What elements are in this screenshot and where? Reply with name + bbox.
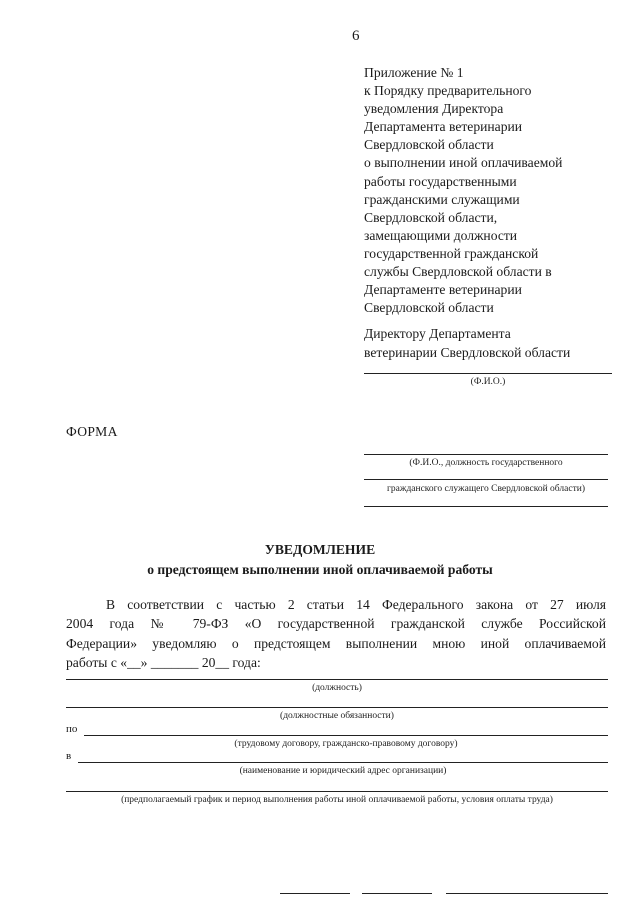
paragraph-line: 2004 года № 79-ФЗ «О государственной гражданской службе Российской [66, 616, 606, 632]
appendix-line: гражданскими служащими [364, 191, 520, 207]
sender-extra-line[interactable] [364, 506, 608, 507]
signature-line[interactable] [362, 893, 432, 894]
fio-director-line[interactable] [364, 373, 612, 374]
duties-caption: (должностные обязанности) [280, 711, 394, 721]
appendix-line: Департамента ветеринарии [364, 119, 523, 135]
appendix-line: Департаменте ветеринарии [364, 282, 522, 298]
sender-fio-line[interactable] [364, 454, 608, 455]
v-label: в [66, 750, 72, 762]
contract-caption: (трудовому договору, гражданско-правовому договору) [234, 739, 458, 749]
appendix-line: Свердловской области, [364, 209, 498, 225]
signature-name-line[interactable] [446, 893, 608, 894]
appendix-line: работы государственными [364, 173, 517, 189]
position-field[interactable] [66, 679, 608, 680]
date-line[interactable] [280, 893, 350, 894]
appendix-line: уведомления Директора [364, 101, 504, 117]
appendix-line: о выполнении иной оплачиваемой [364, 155, 563, 171]
paragraph-line: Федерации» уведомляю о предстоящем выполнении мною иной оплачиваемой [66, 635, 606, 651]
addressee-line: ветеринарии Свердловской области [364, 344, 571, 360]
contract-field[interactable] [84, 735, 608, 736]
paragraph-line: работы с «__» _______ 20__ года: [66, 655, 261, 671]
schedule-field[interactable] [66, 791, 608, 792]
appendix-line: Приложение № 1 [364, 65, 464, 80]
page-number: 6 [352, 28, 360, 44]
form-label: ФОРМА [66, 424, 118, 439]
appendix-line: Свердловской области [364, 300, 494, 316]
paragraph-line: В соответствии с частью 2 статьи 14 Федерального закона от 27 июля [106, 597, 606, 612]
fio-position-caption: (Ф.И.О., должность государственного [409, 458, 563, 468]
duties-field[interactable] [66, 707, 608, 708]
sender-position-line[interactable] [364, 479, 608, 480]
position-caption: (должность) [312, 683, 362, 693]
po-label: по [66, 723, 78, 735]
notification-paragraph [66, 595, 606, 673]
appendix-line: замещающими должности [364, 227, 518, 243]
civil-servant-caption: гражданского служащего Свердловской области) [387, 484, 585, 494]
schedule-caption: (предполагаемый график и период выполнения работы иной оплачиваемой работы, условия оплаты труда) [121, 795, 553, 805]
appendix-line: службы Свердловской области в [364, 264, 552, 280]
appendix-line: к Порядку предварительного [364, 83, 532, 99]
fio-caption: (Ф.И.О.) [470, 377, 506, 387]
appendix-note [364, 64, 562, 317]
organization-caption: (наименование и юридический адрес организации) [239, 766, 447, 776]
appendix-line: Свердловской области [364, 137, 494, 153]
appendix-line: государственной гражданской [364, 245, 539, 261]
document-subtitle: о предстоящем выполнении иной оплачиваемой работы [147, 562, 493, 577]
addressee-block [364, 325, 570, 362]
addressee-line: Директору Департамента [364, 326, 511, 341]
organization-field[interactable] [78, 762, 608, 763]
document-title: УВЕДОМЛЕНИЕ [264, 542, 376, 557]
